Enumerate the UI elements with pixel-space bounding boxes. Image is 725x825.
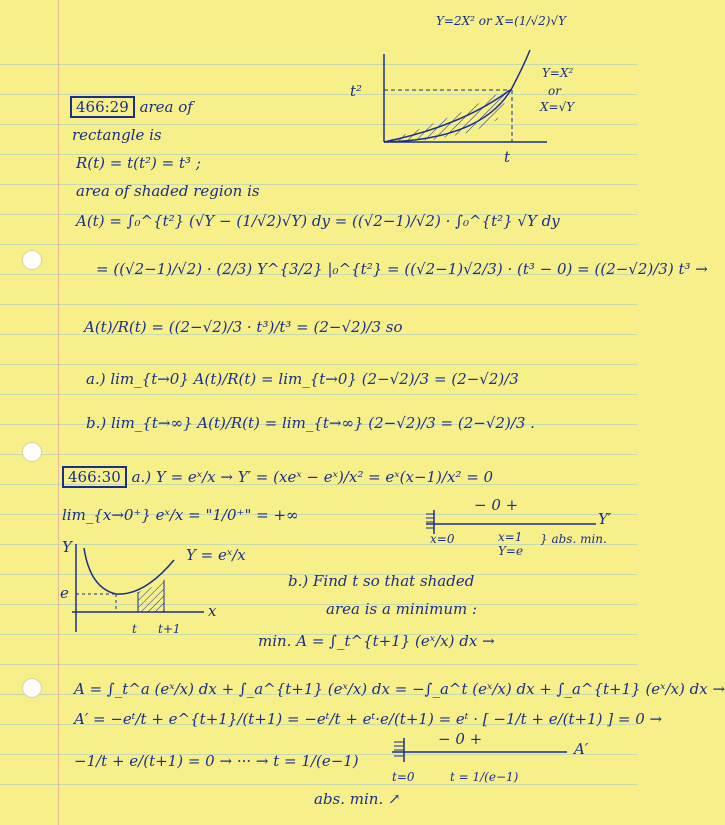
margin-line [58, 0, 59, 825]
problem-number-box: 466:30 [62, 466, 127, 488]
problem-29-line: = ((√2−1)/√2) · (2/3) Y^{3/2} |₀^{t²} = ((√2−1)√2/3) · (t³ − 0) = ((2−√2)/3) t³ → [96, 260, 708, 278]
rule-line [0, 784, 637, 785]
graph30-t-label: t [132, 622, 137, 636]
problem-29-line: area of shaded region is [76, 182, 260, 200]
problem-30-part-b: b.) Find t so that shaded [288, 572, 475, 590]
graph30-axis-y: Y [62, 538, 72, 556]
problem-30-part-b: area is a minimum : [326, 600, 478, 618]
sign-chart-2-t1: t = 1/(e−1) [450, 770, 519, 784]
problem-30-solve-line: −1/t + e/(t+1) = 0 → ··· → t = 1/(e−1) [74, 752, 359, 770]
graph-axis-t2: t² [350, 82, 363, 100]
sign-chart-2-t0: t=0 [392, 770, 415, 784]
problem-29-part-b: b.) lim_{t→∞} A(t)/R(t) = lim_{t→∞} (2−√2)/3 = (2−√2)/3 . [86, 414, 535, 432]
curve-label-upper: Y=2X² or X=(1/√2)√Y [436, 14, 567, 28]
sign-chart-a-prime [392, 736, 582, 766]
problem-29-line: R(t) = t(t²) = t³ ; [76, 154, 201, 172]
rule-line [0, 244, 637, 245]
graph30-t1-label: t+1 [158, 622, 181, 636]
sign-chart-x0: x=0 [430, 532, 455, 546]
sign-chart-2-signs: − 0 + [438, 730, 483, 748]
problem-29-part-a: a.) lim_{t→0} A(t)/R(t) = lim_{t→0} (2−√2)/3 = (2−√2)/3 [86, 370, 519, 388]
sign-chart-signs: − 0 + [474, 496, 519, 514]
rule-line [0, 394, 637, 395]
problem-number-box: 466:29 [70, 96, 135, 118]
problem-30-A-line: A = ∫_t^a (eˣ/x) dx + ∫_a^{t+1} (eˣ/x) dx = −∫_a^t (eˣ/x) dx + ∫_a^{t+1} (eˣ/x) dx → [74, 680, 725, 698]
sign-chart-ye: Y=e [498, 544, 524, 558]
problem-30-part-a: a.) Y = eˣ/x → Y′ = (xeˣ − eˣ)/x² = eˣ(x−1)/x² = 0 [131, 468, 494, 486]
rule-line [0, 364, 637, 365]
rule-line [0, 664, 637, 665]
problem-30-Aprime-line: A′ = −eᵗ/t + e^{t+1}/(t+1) = −eᵗ/t + eᵗ·e/(t+1) = eᵗ · [ −1/t + e/(t+1) ] = 0 → [74, 710, 663, 728]
rule-line [0, 304, 637, 305]
problem-29-line: A(t) = ∫₀^{t²} (√Y − (1/√2)√Y) dy = ((√2−1)/√2) · ∫₀^{t²} √Y dy [76, 212, 560, 230]
graph30-e-label: e [60, 584, 69, 602]
graph-axis-t: t [504, 148, 511, 166]
curve-label-lower-3: X=√Y [540, 100, 575, 114]
abs-min-note: abs. min. ↗ [314, 790, 401, 808]
curve-label-lower-1: Y=X² [542, 66, 574, 80]
curve-label-lower-2: or [548, 84, 561, 98]
problem-29-line: rectangle is [72, 126, 162, 144]
problem-30-header [62, 468, 493, 486]
graph30-axis-x: x [208, 602, 217, 620]
problem-29-intro: area of [139, 98, 193, 116]
rule-line [0, 454, 637, 455]
punch-hole [22, 250, 42, 270]
problem-30-limit: lim_{x→0⁺} eˣ/x = "1/0⁺" = +∞ [62, 506, 299, 524]
problem-29-line: A(t)/R(t) = ((2−√2)/3 · t³)/t³ = (2−√2)/3 so [84, 318, 403, 336]
punch-hole [22, 442, 42, 462]
problem-30-min-line: min. A = ∫_t^{t+1} (eˣ/x) dx → [258, 632, 495, 650]
sign-chart-2-label: A′ [574, 740, 589, 758]
sign-chart-x1: x=1 [498, 530, 523, 544]
problem-29-header [70, 98, 193, 116]
graph30-fn-label: Y = eˣ/x [186, 546, 246, 564]
punch-hole [22, 678, 42, 698]
sign-chart-abs-min: } abs. min. [540, 532, 607, 546]
sign-chart-label: Y′ [598, 510, 612, 528]
